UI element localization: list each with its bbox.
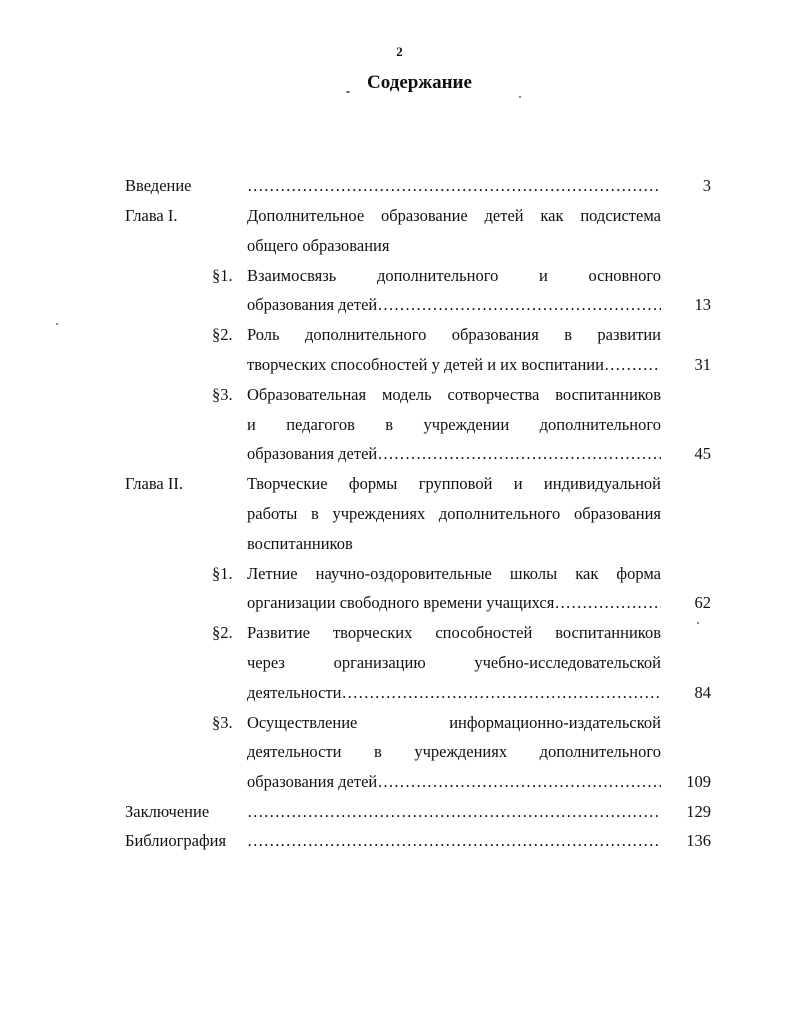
toc-text-line: работы в учреждениях дополнительного образования bbox=[247, 504, 661, 523]
toc-leader bbox=[247, 797, 661, 827]
toc-text-line: Творческие формы групповой и индивидуальной bbox=[247, 474, 661, 493]
toc-text-line: Развитие творческих способностей воспитанников bbox=[247, 623, 661, 642]
toc-entry-chapter-1-line-2 bbox=[0, 231, 799, 261]
toc-text-line: деятельности …………………………………………………………………………………………………………………………………… bbox=[247, 678, 661, 708]
toc-text-line: и педагогов в учреждении дополнительного bbox=[247, 415, 661, 434]
toc-text-line: Образовательная модель сотворчества воспитанников bbox=[247, 385, 661, 404]
toc-entry-introduction bbox=[0, 171, 799, 201]
toc-page-number: 62 bbox=[694, 593, 711, 612]
toc-text-line: деятельности в учреждениях дополнительного bbox=[247, 742, 661, 761]
toc-page-number: 109 bbox=[686, 772, 711, 791]
toc-section-number: §2. bbox=[212, 623, 233, 642]
toc-text-line: творческих способностей у детей и их воспитании …………………………………………………………………………………………………………………………………… bbox=[247, 350, 661, 380]
toc-text-line: Дополнительное образование детей как подсистема bbox=[247, 206, 661, 225]
toc-entry-ch1-section-3-line-2 bbox=[0, 410, 799, 440]
page-number: 2 bbox=[396, 44, 403, 59]
toc-label: Заключение bbox=[125, 802, 210, 821]
toc-entry-ch2-section-2-line-2 bbox=[0, 648, 799, 678]
toc-entry-ch1-section-3 bbox=[0, 380, 799, 410]
toc-text-line: образования детей …………………………………………………………………………………………………………………………………… bbox=[247, 439, 661, 469]
toc-section-number: §3. bbox=[212, 385, 233, 404]
toc-entry-ch1-section-2 bbox=[0, 320, 799, 350]
toc-entry-ch2-section-2 bbox=[0, 618, 799, 648]
toc-entry-chapter-2-line-2 bbox=[0, 499, 799, 529]
toc-text-line: образования детей …………………………………………………………………………………………………………………………………… bbox=[247, 767, 661, 797]
toc-label: Библиография bbox=[125, 831, 227, 850]
toc-page-number: 136 bbox=[686, 831, 711, 850]
toc-text-line: Летние научно-оздоровительные школы как форма bbox=[247, 564, 661, 583]
toc-entry-ch1-section-2-line-2 bbox=[0, 350, 799, 380]
toc-label: Введение bbox=[125, 176, 192, 195]
toc-text-line: Взаимосвязь дополнительного и основного bbox=[247, 266, 661, 285]
toc-section-number: §3. bbox=[212, 713, 233, 732]
toc-leader bbox=[247, 171, 661, 201]
toc-page-number: 84 bbox=[694, 683, 711, 702]
toc-page-number: 31 bbox=[694, 355, 711, 374]
page-title: Содержание bbox=[367, 72, 472, 93]
toc-section-number: §2. bbox=[212, 325, 233, 344]
toc-entry-chapter-1 bbox=[0, 201, 799, 231]
toc-entry-ch2-section-3 bbox=[0, 708, 799, 738]
toc-entry-conclusion bbox=[0, 797, 799, 827]
toc-text-line: организации свободного времени учащихся …………………………………………………………………………………………………………………………………… bbox=[247, 588, 661, 618]
toc-label: Глава II. bbox=[125, 474, 183, 493]
toc-text-line: Роль дополнительного образования в развитии bbox=[247, 325, 661, 344]
toc-page-number: 3 bbox=[702, 176, 711, 195]
toc-entry-ch1-section-3-line-3 bbox=[0, 439, 799, 469]
toc-text-line: образования детей …………………………………………………………………………………………………………………………………… bbox=[247, 290, 661, 320]
toc-section-number: §1. bbox=[212, 564, 233, 583]
scan-speck bbox=[346, 91, 350, 93]
toc-entry-ch2-section-3-line-2 bbox=[0, 737, 799, 767]
toc-text-line: Осуществление информационно-издательской bbox=[247, 713, 661, 732]
toc-text-line: через организацию учебно-исследовательской bbox=[247, 653, 661, 672]
toc-entry-chapter-2 bbox=[0, 469, 799, 499]
toc-leader bbox=[247, 826, 661, 856]
toc-page-number: 129 bbox=[686, 802, 711, 821]
toc-entry-ch2-section-1 bbox=[0, 559, 799, 589]
toc-page-number: 45 bbox=[694, 444, 711, 463]
toc-label: Глава I. bbox=[125, 206, 178, 225]
toc-page-number: 13 bbox=[694, 295, 711, 314]
toc-entry-ch2-section-3-line-3 bbox=[0, 767, 799, 797]
toc-entry-ch2-section-1-line-2 bbox=[0, 588, 799, 618]
toc-entry-bibliography bbox=[0, 826, 799, 856]
toc-entry-ch1-section-1-line-2 bbox=[0, 290, 799, 320]
toc-section-number: §1. bbox=[212, 266, 233, 285]
toc-entry-ch2-section-2-line-3 bbox=[0, 678, 799, 708]
toc-text-line: общего образования bbox=[247, 236, 390, 255]
toc-entry-ch1-section-1 bbox=[0, 261, 799, 291]
toc-text-line: воспитанников bbox=[247, 534, 353, 553]
toc-entry-chapter-2-line-3 bbox=[0, 529, 799, 559]
scan-speck bbox=[519, 96, 521, 98]
